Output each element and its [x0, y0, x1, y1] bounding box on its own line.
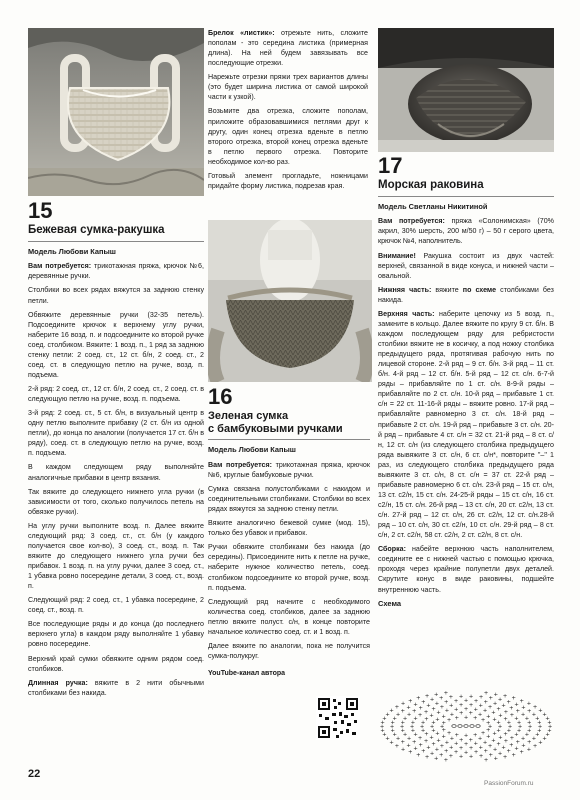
stitch-symbol: + — [424, 716, 429, 723]
paragraph: Обвяжите деревянные ручки (32-35 петель). Подсоедините крючок к верхнему углу ручки, наберите 16 возд. п. и подсоедините ко второй ручке соед. столбиком. Вяжите: 1 возд. п., 1 ряд за заднюю стенку петли: 2 соед. ст., 12 ст. б/н, 2 соед. ст., 2 соед. ст. в следующую петлю на ручке, возд. п. подъема. — [28, 310, 204, 379]
stitch-symbol: + — [542, 711, 547, 718]
stitch-symbol: + — [516, 720, 522, 726]
stitch-symbol: + — [400, 746, 406, 753]
stitch-symbol: + — [463, 733, 469, 740]
project-title: Бежевая сумка-ракушка — [28, 224, 165, 236]
stitch-symbol: + — [488, 695, 494, 702]
paragraph: 3-й ряд: 2 соед. ст., 5 ст. б/н, в визуальный центр в одну петлю выполните прибавку (2 ст. б/н из одной петли), до конца по аналогии (получается 17 ст. б/н в ряду), соед. ст. в следующую петлю на ручке, возд. п. подъема. — [28, 409, 204, 458]
stitch-symbol: + — [424, 754, 430, 761]
stitch-symbol: + — [498, 713, 503, 719]
stitch-symbol: + — [473, 706, 479, 713]
stitch-symbol: + — [485, 734, 491, 741]
stitch-symbol: + — [463, 741, 469, 748]
stitch-symbol: + — [443, 699, 449, 706]
title-divider — [378, 196, 554, 197]
stitch-symbol: + — [473, 741, 479, 748]
stitch-symbol: + — [496, 727, 501, 734]
project-17-column — [378, 155, 554, 609]
stitch-symbol: + — [472, 732, 478, 739]
stitch-symbol: + — [542, 736, 547, 743]
stitch-symbol: + — [434, 747, 440, 754]
stitch-symbol: + — [536, 728, 542, 735]
stitch-symbol: + — [407, 698, 413, 705]
stitch-symbol: + — [380, 728, 385, 735]
stitch-symbol: + — [439, 743, 445, 750]
stitch-symbol: + — [426, 703, 431, 709]
top-part-paragraph: Верхняя часть: наберите цепочку из 5 возд. п., замкните в кольцо. Далее вяжите по кругу 9 ст. б/н. В каждом последующем ряду для ребристости столбики вяжите не в косичку, а под ножку столбика предыдущего ряда, протягивая рабочую нить по лицевой стороне. 2-й ряд – 9 ст. б/н. 3-й ряд – 11 ст. б/н. 4-й ряд – 12 ст. б/н. 5-й ряд – 12 ст. с/н. 6-7-й ряды – прибавляйте по 1 ст. с/н. 8-9-й ряды – прибавляйте по 2 ст. с/н. 10-й ряд – прибавьте 1 ст. с/н = 22 ст. 11-16-й ряды – вяжите ровно. 17-й ряд – прибавляйте равномерно 3 ст. с/н. 18-й ряд – прибавьте 2 ст. с/н. 19-й ряд – прибавьте 3 ст. с/н. 20-й ряд – прибавьте 4 ст. с/н = 32 ст. 21-й ряд – 8 ст. с/н, 12 ст. с/н (из следующего столбика предыдущего ряда вывяжите 3 ст. с/н, 6 ст. с/н*, повторите "–" 1 раз, из следующего столбика предыдущего ряда вывяжите 3 ст. с/н, 8 ст. с/н = 37 ст. 22-й ряд – прибавьте равномерно 6 ст. с/н. 23-й ряд – 15 ст. с/н, 13 ст. с2/н, 15 ст. с/н. 24-25-й ряды – 15 ст. с/н, 16 ст. с2/н, 15 ст. с/н. 26-й ряд – 13 ст. с/н, 20 ст. с2/н, 13 ст. с/н. 27-й ряд – 12 ст. с/н, 26 ст. с2/н, 12 ст. с/н.28-й ряд – 10 ст. с/н, 30 ст. с2/н, 10 ст. с/н. 29-й ряд – 8 ст. с/н, 2 ст. с2/н, 58 ст. с2/н, 2 ст. с2/н, 8 ст. с/н. — [378, 309, 554, 540]
stitch-symbol: + — [480, 730, 486, 737]
stitch-symbol: + — [473, 698, 479, 705]
stitch-symbol: + — [485, 720, 491, 727]
stitch-symbol: + — [468, 745, 474, 752]
paragraph: На углу ручки выполните возд. п. Далее вяжите следующий ряд: 3 соед. ст., ст. б/н (у каждого получается свое кол-во), 3 соед. ст., возд. п. Так вяжите до следующего нижнего угла ручки без прибавок. 1 возд. п. на углу ручки, далее 3 соед. ст., 1 убавка ровно посередине детали, 3 соед. ст., возд. п. — [28, 521, 204, 591]
stitch-symbol: + — [521, 743, 526, 750]
stitch-symbol: + — [472, 715, 478, 722]
stitch-symbol: + — [454, 732, 460, 739]
stitch-symbol: + — [531, 736, 537, 742]
stitch-symbol: + — [400, 728, 406, 735]
stitch-symbol: + — [413, 746, 418, 753]
title-divider — [208, 439, 370, 440]
stitch-symbol: + — [493, 756, 499, 762]
stitch-symbol: + — [448, 703, 454, 709]
stitch-symbol: + — [468, 754, 474, 761]
stitch-symbol: + — [394, 743, 400, 750]
stitch-symbol: + — [380, 719, 385, 726]
stitch-symbol: + — [413, 731, 418, 738]
stitch-symbol: + — [526, 719, 532, 726]
stitch-symbol: + — [526, 728, 532, 735]
stitch-symbol: + — [514, 701, 519, 708]
photo-sea-shell — [378, 28, 554, 152]
stitch-symbol: + — [538, 708, 543, 714]
stitch-symbol: + — [436, 737, 441, 744]
stitch-symbol: + — [519, 749, 525, 756]
project-title: Морская раковина — [378, 179, 484, 191]
stitch-symbol: + — [413, 716, 418, 723]
stitch-symbol: + — [468, 737, 474, 744]
paragraph: 2-й ряд: 2 соед. ст., 12 ст. б/н, 2 соед. ст., 2 соед. ст. в следующую петлю на ручке, возд. п. подъема. — [28, 385, 204, 404]
stitch-symbol: + — [498, 735, 503, 741]
stitch-symbol: + — [491, 710, 496, 717]
stitch-symbol: + — [526, 701, 532, 708]
youtube-qr-code[interactable] — [316, 696, 360, 740]
stitch-symbol: + — [478, 703, 484, 709]
stitch-symbol: + — [468, 702, 474, 709]
stitch-symbol: + — [487, 724, 493, 730]
stitch-symbol: + — [395, 712, 401, 718]
stitch-symbol: + — [492, 700, 498, 707]
stitch-symbol: + — [419, 724, 425, 730]
stitch-symbol: + — [439, 724, 445, 730]
stitch-symbol: + — [435, 731, 440, 738]
stitch-symbol: + — [446, 717, 452, 724]
stitch-symbol: + — [444, 708, 450, 715]
stitch-symbol: + — [524, 732, 530, 738]
stitch-symbol: + — [458, 737, 464, 744]
stitch-symbol: + — [519, 698, 525, 705]
stitch-symbol: + — [545, 732, 550, 739]
stitch-symbol: + — [492, 747, 498, 754]
paragraph: Сумка связана полустолбиками с накидом и соединительными столбиками. Столбики во всех рядах вяжутся за заднюю стенку петли. — [208, 485, 370, 514]
stitch-symbol: + — [536, 719, 542, 726]
stitch-symbol: + — [488, 752, 494, 759]
stitch-symbol: + — [468, 693, 474, 700]
stitch-symbol: + — [534, 715, 540, 722]
stitch-symbol: + — [448, 745, 454, 751]
long-handle-paragraph: Длинная ручка: вяжите в 2 нити обычными столбиками без накида. — [28, 678, 204, 697]
stitch-symbol: + — [496, 706, 501, 713]
stitch-symbol: + — [394, 704, 400, 711]
stitch-symbol: + — [402, 716, 408, 722]
title-divider — [28, 241, 204, 242]
stitch-symbol: + — [517, 724, 523, 730]
stitch-symbol: + — [418, 705, 424, 712]
stitch-symbol: + — [424, 693, 430, 700]
stitch-symbol: + — [531, 712, 537, 718]
paragraph: Вяжите аналогично бежевой сумке (мод. 15), только без убавок и прибавок. — [208, 519, 370, 538]
paragraph: Следующий ряд начните с необходимого количества соед. столбиков, далее за заднюю петлю вяжите полуст. с/н, в конце повторите начальное количество соед. ст. и 1 возд. п. — [208, 597, 370, 636]
stitch-symbol: + — [497, 697, 503, 704]
stitch-symbol: + — [441, 727, 447, 734]
stitch-symbol: + — [511, 752, 517, 759]
stitch-symbol: + — [402, 732, 408, 738]
paragraph: Нарежьте отрезки пряжи трех вариантов длины (это будет ширина листика от самой широкой части к узкой). — [208, 73, 368, 102]
stitch-symbol: + — [385, 736, 390, 743]
stitch-symbol: + — [501, 703, 506, 709]
stitch-symbol: + — [407, 749, 413, 756]
stitch-symbol: + — [458, 693, 464, 700]
stitch-symbol: + — [516, 728, 522, 734]
stitch-symbol: + — [508, 705, 514, 712]
paragraph: Следующий ряд: 2 соед. ст., 1 убавка посередине, 2 соед. ст., возд. п. — [28, 596, 204, 615]
stitch-symbol: + — [503, 709, 509, 716]
stitch-symbol: + — [521, 704, 526, 711]
stitch-symbol: + — [449, 711, 455, 718]
stitch-symbol: + — [478, 753, 484, 760]
stitch-symbol: + — [392, 715, 398, 722]
stitch-symbol: + — [514, 746, 519, 753]
stitch-symbol: + — [436, 710, 441, 717]
chain-stitch-symbol — [476, 725, 480, 728]
stitch-symbol: + — [483, 699, 489, 706]
stitch-symbol: + — [454, 715, 460, 722]
stitch-symbol: + — [400, 719, 406, 726]
stitch-symbol: + — [417, 712, 423, 719]
stitch-symbol: + — [493, 691, 499, 698]
stitch-symbol: + — [463, 714, 469, 721]
stitch-symbol: + — [443, 690, 449, 697]
stitch-symbol: + — [547, 724, 552, 730]
stitch-symbol: + — [487, 704, 493, 711]
photo-beige-shell-bag — [28, 28, 204, 196]
stitch-symbol: + — [429, 697, 435, 704]
stitch-symbol: + — [506, 720, 512, 727]
stitch-symbol: + — [509, 735, 515, 742]
page-number: 22 — [28, 768, 41, 780]
materials-paragraph: Вам потребуется: трикотажная пряжа, крючок №6, деревянные ручки. — [28, 262, 204, 281]
stitch-symbol: + — [400, 739, 406, 746]
stitch-symbol: + — [520, 735, 526, 742]
stitch-symbol: + — [426, 745, 431, 751]
attention-paragraph: Внимание! Ракушка состоит из двух частей: верхней, связанной в виде конуса, и нижней части – овальной. — [378, 251, 554, 280]
stitch-symbol: + — [463, 750, 469, 756]
stitch-symbol: + — [453, 706, 459, 713]
paragraph: Готовый элемент прогладьте, ножницами придайте форму листика, подрезав края. — [208, 171, 368, 190]
project-number: 15 — [28, 198, 53, 223]
project-number: 17 — [378, 153, 403, 178]
stitch-symbol: + — [515, 708, 521, 715]
stitch-symbol: + — [482, 739, 488, 746]
stitch-symbol: + — [418, 742, 424, 749]
stitch-symbol: + — [389, 740, 394, 746]
stitch-symbol: + — [496, 741, 501, 748]
paragraph: Ручки обвяжите столбиками без накида (до середины). Присоедините нить к петле на ручке, наберите нужное количество петель, соед. столбиком подсоедините ко второй ручке, возд. п. подъема. — [208, 543, 370, 592]
stitch-symbol: + — [420, 699, 426, 706]
stitch-symbol: + — [448, 753, 454, 760]
stitch-symbol: + — [524, 716, 530, 722]
stitch-symbol: + — [501, 745, 506, 751]
stitch-symbol: + — [415, 752, 421, 759]
stitch-symbol: + — [478, 694, 484, 701]
stitch-symbol: + — [506, 727, 512, 734]
stitch-symbol: + — [453, 698, 459, 705]
stitch-symbol: + — [503, 731, 508, 738]
stitch-symbol: + — [527, 724, 533, 730]
project-title: Зеленая сумка с бамбуковыми ручками — [208, 410, 343, 436]
stitch-symbol: + — [406, 704, 411, 711]
stitch-symbol: + — [487, 743, 493, 750]
stitch-symbol: + — [413, 701, 418, 708]
model-author: Модель Светланы Никитиной — [378, 201, 488, 211]
stitch-symbol: + — [423, 738, 429, 745]
stitch-symbol: + — [509, 712, 515, 719]
chain-stitch-symbol — [470, 725, 474, 728]
stitch-symbol: + — [431, 741, 436, 748]
paragraph: В каждом следующем ряду выполняйте аналогичные прибавки в центр вязания. — [28, 463, 204, 482]
crochet-scheme-diagram — [380, 690, 552, 762]
stitch-symbol: + — [443, 757, 449, 762]
stitch-symbol: + — [458, 745, 464, 752]
stitch-symbol: + — [406, 735, 412, 742]
stitch-symbol: + — [400, 701, 406, 708]
stitch-symbol: + — [507, 724, 513, 730]
stitch-symbol: + — [420, 720, 426, 727]
paragraph: Так вяжите до следующего нижнего угла ручки (в зависимости от того, сколько получилось петель на обвязке ручки). — [28, 487, 204, 516]
stitch-symbol: + — [390, 728, 396, 735]
stitch-symbol: + — [477, 736, 483, 743]
youtube-caption: YouTube-канал автора — [208, 670, 286, 678]
stitch-symbol: + — [458, 754, 464, 761]
stitch-symbol: + — [515, 739, 521, 746]
stitch-symbol: + — [438, 695, 444, 702]
stitch-symbol: + — [503, 738, 509, 745]
stitch-symbol: + — [526, 708, 532, 715]
stitch-symbol: + — [380, 724, 385, 730]
stitch-symbol: + — [431, 706, 436, 713]
stitch-symbol: + — [444, 739, 450, 746]
stitch-symbol: + — [511, 695, 517, 702]
stitch-symbol: + — [400, 708, 406, 715]
stitch-symbol: + — [506, 748, 512, 755]
stitch-symbol: + — [526, 739, 532, 746]
stitch-symbol: + — [502, 693, 508, 700]
stitch-symbol: + — [424, 731, 429, 738]
stitch-symbol: + — [385, 711, 390, 718]
stitch-symbol: + — [433, 756, 439, 762]
stitch-symbol: + — [503, 716, 508, 723]
stitch-symbol: + — [545, 715, 550, 722]
project-15-column — [28, 200, 204, 702]
paragraph: Далее вяжите по аналогии, пока не получится сумка-полукруг. — [208, 641, 370, 660]
assembly-paragraph: Сборка: набейте верхнюю часть наполнителем, соедините ее с нижней частью с помощью крючка, проходя через крайние полупетли двух деталей. Скрутите конус в виде раковины, подшейте внутреннюю часть. — [378, 545, 554, 594]
materials-paragraph: Вам потребуется: трикотажная пряжа, крючок №6, круглые бамбуковые ручки. — [208, 460, 370, 479]
stitch-symbol: + — [532, 743, 538, 750]
stitch-symbol: + — [463, 706, 469, 713]
stitch-symbol: + — [441, 713, 447, 720]
stitch-symbol: + — [392, 732, 398, 739]
stitch-symbol: + — [389, 724, 395, 730]
stitch-symbol: + — [449, 736, 455, 743]
stitch-symbol: + — [406, 743, 411, 750]
stitch-symbol: + — [435, 716, 440, 723]
stitch-symbol: + — [547, 728, 552, 735]
stitch-symbol: + — [485, 713, 491, 720]
project-16-column — [208, 386, 370, 679]
stitch-symbol: + — [382, 715, 387, 722]
stitch-symbol: + — [411, 708, 417, 715]
stitch-symbol: + — [514, 731, 519, 738]
stitch-symbol: + — [480, 717, 486, 724]
stitch-symbol: + — [534, 732, 540, 739]
stitch-symbol: + — [483, 690, 489, 697]
chain-stitch-symbol — [458, 725, 462, 728]
stitch-symbol: + — [417, 735, 423, 742]
paragraph: Возьмите два отрезка, сложите пополам, приложите образовавшимися петлями друг к другу, один конец отрезка вденьте в петлю второго отрезка, второй конец отрезка вденьте в петлю первого отрезка. Повторите необходимое кол-во раз. — [208, 107, 368, 166]
stitch-symbol: + — [410, 728, 416, 734]
stitch-symbol: + — [502, 754, 508, 761]
stitch-symbol: + — [458, 702, 464, 709]
watermark: PassionForum.ru — [484, 780, 534, 787]
stitch-symbol: + — [443, 748, 449, 755]
model-author: Модель Любови Капыш — [208, 445, 296, 455]
project-number: 16 — [208, 384, 233, 409]
keychain-column — [208, 28, 368, 195]
stitch-symbol: + — [497, 724, 503, 730]
stitch-symbol: + — [538, 740, 543, 746]
stitch-symbol: + — [399, 724, 405, 730]
paragraph: Столбики во всех рядах вяжутся за заднюю стенку петли. — [28, 286, 204, 305]
stitch-symbol: + — [463, 698, 469, 704]
stitch-symbol: + — [547, 719, 552, 726]
stitch-symbol: + — [395, 736, 401, 742]
stitch-symbol: + — [420, 748, 426, 755]
stitch-symbol: + — [411, 739, 417, 746]
stitch-symbol: + — [458, 710, 464, 717]
stitch-symbol: + — [483, 748, 489, 755]
model-author: Модель Любови Капыш — [28, 246, 116, 256]
stitch-symbol: + — [478, 745, 484, 751]
photo-green-bamboo-bag — [208, 220, 372, 382]
stitch-symbol: + — [389, 708, 394, 714]
stitch-symbol: + — [434, 700, 440, 707]
paragraph: Все последующие ряды и до конца (до последнего верхнего угла) в каждом ряду выполняйте 1 убавку ровно посередине. — [28, 620, 204, 649]
stitch-symbol: + — [410, 720, 416, 726]
stitch-symbol: + — [492, 731, 497, 738]
chain-stitch-symbol — [464, 725, 468, 728]
stitch-symbol: + — [482, 708, 488, 715]
bottom-part-paragraph: Нижняя часть: вяжите по схеме столбиками без накида. — [378, 285, 554, 304]
stitch-symbol: + — [429, 724, 435, 730]
stitch-symbol: + — [526, 746, 532, 753]
stitch-symbol: + — [446, 730, 452, 737]
stitch-symbol: + — [423, 709, 429, 716]
stitch-symbol: + — [532, 704, 538, 711]
stitch-symbol: + — [433, 691, 439, 698]
stitch-symbol: + — [497, 750, 503, 757]
stitch-symbol: + — [491, 737, 496, 744]
stitch-symbol: + — [492, 716, 497, 723]
stitch-symbol: + — [431, 727, 436, 734]
stitch-symbol: + — [485, 727, 491, 734]
stitch-symbol: + — [439, 704, 445, 711]
stitch-symbol: + — [483, 757, 489, 762]
stitch-symbol: + — [441, 734, 447, 741]
chain-stitch-symbol — [452, 725, 456, 728]
stitch-symbol: + — [453, 749, 459, 756]
scheme-label: Схема — [378, 598, 402, 608]
stitch-symbol: + — [477, 711, 483, 718]
stitch-symbol: + — [431, 720, 436, 727]
stitch-symbol: + — [429, 735, 434, 741]
stitch-symbol: + — [473, 749, 479, 756]
stitch-symbol: + — [453, 741, 459, 748]
stitch-symbol: + — [415, 695, 421, 702]
stitch-symbol: + — [514, 716, 519, 723]
keychain-intro: Брелок «листик»: отрежьте нить, сложите пополам - это середина листика (примерная длина). На ней будем завязывать все последующие отрезки. — [208, 29, 368, 68]
stitch-symbol: + — [429, 713, 434, 719]
stitch-symbol: + — [508, 742, 514, 749]
stitch-symbol: + — [409, 724, 415, 730]
stitch-symbol: + — [468, 710, 474, 717]
stitch-symbol: + — [448, 694, 454, 701]
stitch-symbol: + — [496, 720, 501, 727]
stitch-symbol: + — [390, 719, 396, 726]
stitch-symbol: + — [537, 724, 543, 730]
stitch-symbol: + — [420, 727, 426, 734]
stitch-symbol: + — [382, 732, 387, 739]
paragraph: Верхний край сумки обвяжите одним рядом соед. столбиков. — [28, 654, 204, 673]
materials-paragraph: Вам потребуется: пряжа «Солонимская» (70% акрил, 30% шерсть, 200 м/50 г) – 50 г серого цвета, крючок №4, наполнитель. — [378, 217, 554, 246]
stitch-symbol: + — [441, 720, 447, 727]
stitch-symbol: + — [438, 752, 444, 759]
stitch-symbol: + — [520, 712, 526, 719]
stitch-symbol: + — [429, 750, 435, 757]
stitch-symbol: + — [406, 712, 412, 719]
stitch-symbol: + — [506, 699, 512, 706]
